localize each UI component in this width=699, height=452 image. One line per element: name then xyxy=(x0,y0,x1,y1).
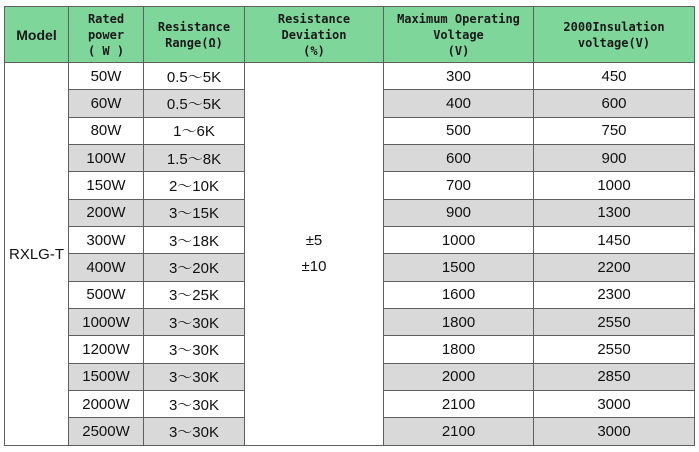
rated-power-cell: 300W xyxy=(69,227,144,254)
insulation-voltage-cell: 2300 xyxy=(534,281,695,308)
max-voltage-cell: 2100 xyxy=(384,391,534,418)
insulation-voltage-cell: 1300 xyxy=(534,199,695,226)
max-voltage-cell: 700 xyxy=(384,172,534,199)
header-max-voltage-line: (V) xyxy=(447,43,470,58)
resistance-range-cell: 3～15K xyxy=(144,199,245,226)
max-voltage-cell: 2100 xyxy=(384,418,534,446)
max-voltage-cell: 600 xyxy=(384,145,534,172)
header-rated-power-line: ( W ) xyxy=(87,43,125,58)
resistance-range-cell: 1.5～8K xyxy=(144,145,245,172)
rated-power-cell: 150W xyxy=(69,172,144,199)
insulation-voltage-cell: 3000 xyxy=(534,418,695,446)
header-resistance-range xyxy=(144,7,245,63)
header-max-voltage-line: Maximum Operating xyxy=(397,11,520,26)
insulation-voltage-cell: 750 xyxy=(534,117,695,144)
header-max-operating-voltage xyxy=(384,7,534,63)
insulation-voltage-cell: 2550 xyxy=(534,336,695,363)
resistance-range-cell: 3～30K xyxy=(144,418,245,446)
header-row xyxy=(5,7,695,63)
max-voltage-cell: 400 xyxy=(384,90,534,117)
resistance-range-cell: 3～25K xyxy=(144,281,245,308)
resistance-range-cell: 2～10K xyxy=(144,172,245,199)
rated-power-cell: 80W xyxy=(69,117,144,144)
max-voltage-cell: 900 xyxy=(384,199,534,226)
header-max-voltage-line: Voltage xyxy=(433,27,484,42)
resistance-range-cell: 0.5～5K xyxy=(144,90,245,117)
max-voltage-cell: 1800 xyxy=(384,336,534,363)
table-header xyxy=(5,7,695,63)
resistance-range-cell: 3～20K xyxy=(144,254,245,281)
insulation-voltage-cell: 2550 xyxy=(534,309,695,336)
table-body xyxy=(5,63,695,446)
max-voltage-cell: 300 xyxy=(384,63,534,90)
spec-table xyxy=(4,6,695,446)
rated-power-cell: 2500W xyxy=(69,418,144,446)
model-cell: RXLG-T xyxy=(5,63,69,446)
deviation-value: ±10 xyxy=(301,258,327,275)
rated-power-cell: 100W xyxy=(69,145,144,172)
max-voltage-cell: 1500 xyxy=(384,254,534,281)
insulation-voltage-cell: 2850 xyxy=(534,363,695,390)
insulation-voltage-cell: 900 xyxy=(534,145,695,172)
header-insulation-voltage xyxy=(534,7,695,63)
header-insulation-voltage-line: voltage(V) xyxy=(577,35,651,50)
resistance-range-cell: 3～30K xyxy=(144,391,245,418)
rated-power-cell: 50W xyxy=(69,63,144,90)
rated-power-cell: 500W xyxy=(69,281,144,308)
table-row xyxy=(5,63,695,90)
max-voltage-cell: 1800 xyxy=(384,309,534,336)
resistance-range-cell: 3～18K xyxy=(144,227,245,254)
header-rated-power-line: power xyxy=(87,27,125,42)
resistance-range-cell: 3～30K xyxy=(144,309,245,336)
rated-power-cell: 2000W xyxy=(69,391,144,418)
rated-power-cell: 400W xyxy=(69,254,144,281)
max-voltage-cell: 1000 xyxy=(384,227,534,254)
header-resistance-deviation xyxy=(245,7,384,63)
header-rated-power-line: Rated xyxy=(87,11,125,26)
header-model: Model xyxy=(5,7,69,63)
rated-power-cell: 200W xyxy=(69,199,144,226)
header-resistance-range-line: Resistance xyxy=(157,19,231,34)
header-resistance-deviation-line: Resistance xyxy=(277,11,351,26)
max-voltage-cell: 500 xyxy=(384,117,534,144)
deviation-cell xyxy=(245,63,384,446)
resistance-range-cell: 1～6K xyxy=(144,117,245,144)
insulation-voltage-cell: 1450 xyxy=(534,227,695,254)
insulation-voltage-cell: 2200 xyxy=(534,254,695,281)
rated-power-cell: 1000W xyxy=(69,309,144,336)
deviation-value: ±5 xyxy=(305,232,323,249)
max-voltage-cell: 2000 xyxy=(384,363,534,390)
max-voltage-cell: 1600 xyxy=(384,281,534,308)
insulation-voltage-cell: 450 xyxy=(534,63,695,90)
rated-power-cell: 60W xyxy=(69,90,144,117)
header-resistance-range-line: Range(Ω) xyxy=(165,35,223,50)
resistance-range-cell: 3～30K xyxy=(144,363,245,390)
resistance-range-cell: 0.5～5K xyxy=(144,63,245,90)
header-rated-power xyxy=(69,7,144,63)
header-resistance-deviation-line: (%) xyxy=(303,43,325,58)
header-resistance-deviation-line: Deviation xyxy=(281,27,347,42)
insulation-voltage-cell: 3000 xyxy=(534,391,695,418)
insulation-voltage-cell: 1000 xyxy=(534,172,695,199)
header-insulation-voltage-line: 2000Insulation xyxy=(563,19,665,34)
insulation-voltage-cell: 600 xyxy=(534,90,695,117)
rated-power-cell: 1200W xyxy=(69,336,144,363)
resistance-range-cell: 3～30K xyxy=(144,336,245,363)
rated-power-cell: 1500W xyxy=(69,363,144,390)
